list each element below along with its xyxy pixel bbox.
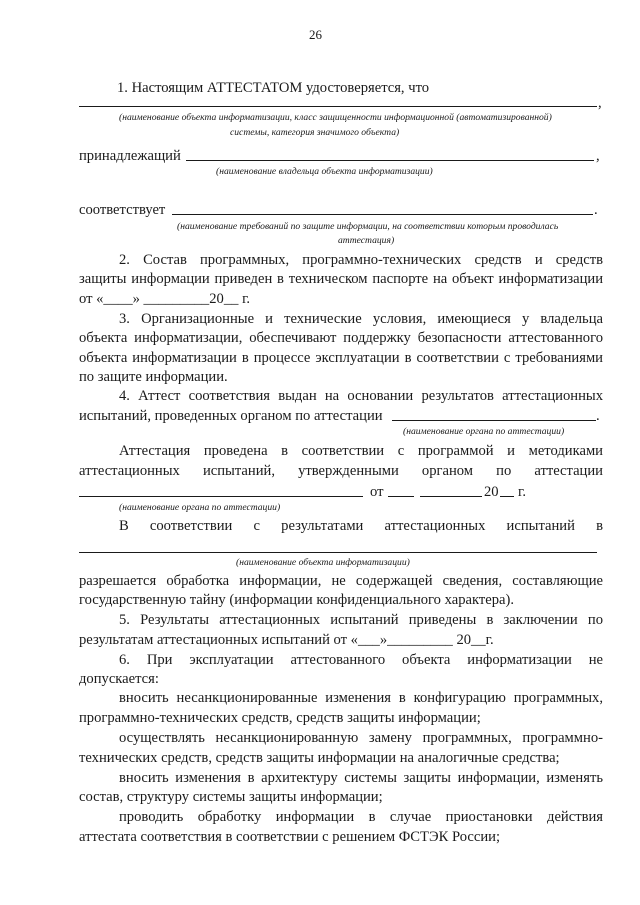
p5-line2: результатам аттестационных испытаний от «___»_________ 20__г. <box>79 632 494 648</box>
p6-item4-line1: проводить обработку информации в случае приостановки действия <box>119 809 603 825</box>
note-object-2: системы, категория значимого объекта) <box>230 127 400 138</box>
note-object: (наименование объекта информатизации) <box>236 557 410 568</box>
p1-intro: 1. Настоящим АТТЕСТАТОМ удостоверяется, что <box>117 80 430 96</box>
p6-item1-line1: вносить несанкционированные изменения в конфигурацию программных, <box>119 690 603 706</box>
p6-item3-line1: вносить изменения в архитектуру системы защиты информации, изменять <box>119 770 603 786</box>
fill-date-day <box>388 496 414 497</box>
note-object-1: (наименование объекта информатизации, класс защищенности информационной (автоматизированной) <box>119 112 552 123</box>
fill-line-object <box>79 106 597 107</box>
att-line1: Аттестация проведена в соответствии с программой и методиками <box>119 443 603 459</box>
date-year-prefix: 20 <box>484 484 499 500</box>
p6-item2-line2: технических средств, средств защиты информации на аналогичные средства; <box>79 750 560 766</box>
fill-line-requirements <box>172 214 593 215</box>
p6-item4-line2: аттестата соответствия в соответствии с решением ФСТЭК России; <box>79 829 501 845</box>
belongs-label: принадлежащий <box>79 148 181 164</box>
p1-comma: , <box>598 95 602 111</box>
p2-line2: защиты информации приведен в техническом паспорте на объект информатизации <box>79 271 603 287</box>
note-req-2: аттестация) <box>338 235 395 246</box>
note-body: (наименование органа по аттестации) <box>403 426 565 437</box>
p4-line2: испытаний, проведенных органом по аттестации <box>79 408 383 424</box>
p3-line1: 3. Организационные и технические условия, имеющиеся у владельца <box>119 311 603 327</box>
p6-item1-line2: программно-технических средств, средств защиты информации; <box>79 710 481 726</box>
p4-line2-end: . <box>596 408 600 424</box>
p3-line2: объекта информатизации, обеспечивают поддержку безопасности аттестованного <box>79 330 603 346</box>
fill-line-object-2 <box>79 552 597 553</box>
fill-line-body-2 <box>79 496 363 497</box>
p3-line4: по защите информации. <box>79 369 228 385</box>
date-ot: от <box>370 484 384 500</box>
date-g: г. <box>518 484 526 500</box>
res-line1: В соответствии с результатами аттестационных испытаний в <box>119 518 603 534</box>
allow-line2: государственную тайну (информации конфиденциального характера). <box>79 592 515 608</box>
p1-comma-2: , <box>596 148 600 164</box>
fill-line-body <box>392 420 596 421</box>
note-req-1: (наименование требований по защите информации, на соответствии которым проводилась <box>177 221 559 232</box>
p6-line2: допускается: <box>79 671 159 687</box>
p5-line1: 5. Результаты аттестационных испытаний приведены в заключении по <box>119 612 603 628</box>
p6-item2-line1: осуществлять несанкционированную замену программных, программно- <box>119 730 603 746</box>
p6-item3-line2: состав, структуру системы защиты информации; <box>79 789 383 805</box>
p3-line3: объекта информатизации в процессе эксплуатации в соответствии с требованиями <box>79 350 603 366</box>
p6-line1: 6. При эксплуатации аттестованного объекта информатизации не <box>119 652 603 668</box>
note-body-2: (наименование органа по аттестации) <box>119 502 281 513</box>
p1-period: . <box>594 202 598 218</box>
fill-date-month <box>420 496 482 497</box>
p2-line1: 2. Состав программных, программно-технических средств и средств <box>119 252 603 268</box>
page-number: 26 <box>309 27 322 42</box>
complies-label: соответствует <box>79 202 166 218</box>
att-line2: аттестационных испытаний, утвержденными органом по аттестации <box>79 463 603 479</box>
fill-date-year <box>500 496 514 497</box>
p2-line3: от «____» _________20__ г. <box>79 291 251 307</box>
allow-line1: разрешается обработка информации, не содержащей сведения, составляющие <box>79 573 603 589</box>
p4-line1: 4. Аттест соответствия выдан на основании результатов аттестационных <box>119 388 603 404</box>
fill-line-owner <box>186 160 594 161</box>
note-owner: (наименование владельца объекта информатизации) <box>216 166 433 177</box>
